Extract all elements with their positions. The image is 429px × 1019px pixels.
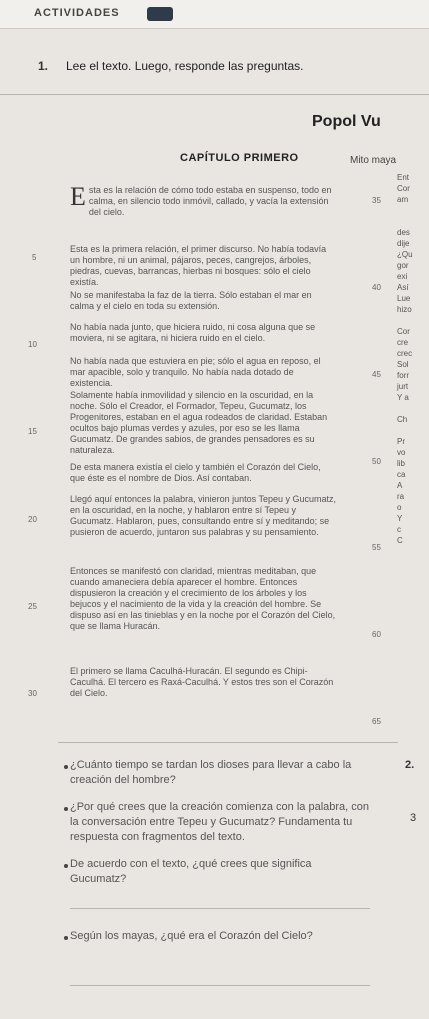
- line-number: 10: [28, 340, 37, 349]
- bullet-icon: [64, 864, 68, 868]
- side-answer-number: 2.: [405, 759, 415, 771]
- side-snippet: o: [397, 503, 402, 512]
- side-snippet: Ent: [397, 173, 410, 182]
- side-line-number: 55: [372, 543, 381, 552]
- paragraph-1-text: sta es la relación de cómo todo estaba en suspenso, todo en calma, en silencio todo inmóvil, callado, y vacía la extensión del cielo.: [88, 185, 332, 217]
- line-number: 5: [32, 253, 37, 262]
- side-snippet: lib: [397, 459, 406, 468]
- section-label: ACTIVIDADES: [34, 7, 120, 19]
- side-snippet: crec: [397, 349, 413, 358]
- side-snippet: Pr: [397, 437, 405, 446]
- paragraph-6: Solamente había inmovilidad y silencio en la oscuridad, en la noche. Sólo el Creador, el Formador, Tepeu, Gucumatz, los Progenitores, estaban en el agua rodeados de claridad. Estaban ocultos bajo plumas verdes y azules, por eso se les llama Gucumatz. De grandes sabios, de grandes pensadores es su naturaleza.: [70, 390, 328, 455]
- divider: [58, 742, 398, 743]
- line-number: 20: [28, 515, 37, 524]
- instruction-number: 1.: [38, 59, 49, 73]
- side-snippet: jurt: [397, 382, 409, 391]
- question-1: ¿Cuánto tiempo se tardan los dioses para llevar a cabo la creación del hombre?: [70, 759, 352, 786]
- side-line-number: 50: [372, 457, 381, 466]
- side-snippet: vo: [397, 448, 406, 457]
- side-snippet: Y: [397, 514, 403, 523]
- activities-header: [0, 0, 429, 29]
- side-snippet: dije: [397, 239, 410, 248]
- side-snippet: exi: [397, 272, 408, 281]
- side-snippet: Cor: [397, 184, 410, 193]
- side-snippet: Así: [397, 283, 409, 292]
- side-heading: Mito maya: [350, 155, 397, 166]
- side-line-number: 65: [372, 717, 381, 726]
- side-snippet: gor: [397, 261, 409, 270]
- side-line-number: 40: [372, 283, 381, 292]
- side-line-number: 60: [372, 630, 381, 639]
- answer-line: [70, 985, 370, 986]
- page-badge: [147, 7, 173, 21]
- paragraph-1: [70, 182, 338, 218]
- paragraph-10: El primero se llama Caculhá-Huracán. El segundo es Chipi-Caculhá. El tercero es Raxá-Caculhá. Y estos tres son el Corazón del Cielo.: [70, 666, 334, 698]
- side-snippet: ca: [397, 470, 406, 479]
- side-line-number: 35: [372, 196, 381, 205]
- side-snippet: forr: [397, 371, 409, 380]
- answer-line: [70, 908, 370, 909]
- paragraph-5: No había nada que estuviera en pie; sólo el agua en reposo, el mar apacible, solo y tranquilo. No había nada dotado de existencia.: [70, 356, 321, 388]
- side-mark: 3: [410, 812, 417, 824]
- line-number: 25: [28, 602, 37, 611]
- side-column: [397, 172, 413, 546]
- side-snippet: c: [397, 525, 401, 534]
- paragraph-7: De esta manera existía el cielo y también el Corazón del Cielo, que éste es el nombre de Dios. Así contaban.: [70, 462, 321, 483]
- paragraph-4: No había nada junto, que hiciera ruido, ni cosa alguna que se moviera, ni se agitara, ni hiciera ruido en el cielo.: [70, 322, 316, 343]
- side-snippet: des: [397, 228, 410, 237]
- book-title: Popol Vu: [312, 113, 381, 130]
- side-snippet: A: [397, 481, 403, 490]
- line-number: 30: [28, 689, 37, 698]
- side-snippet: cre: [397, 338, 409, 347]
- bullet-icon: [64, 765, 68, 769]
- paragraph-2: Esta es la primera relación, el primer discurso. No había todavía un hombre, ni un animal, pájaros, peces, cangrejos, árboles, piedras, cuevas, barrancas, hierbas ni bosques: sólo el cielo existía.: [70, 244, 327, 287]
- chapter-title: CAPÍTULO PRIMERO: [180, 152, 299, 164]
- side-snippet: Sol: [397, 360, 409, 369]
- question-2: ¿Por qué crees que la creación comienza con la palabra, con la conversación entre Tepeu y Gucumatz? Fundamenta tu respuesta con fragmentos del texto.: [70, 801, 370, 843]
- side-snippet: hizo: [397, 305, 412, 314]
- bullet-icon: [64, 807, 68, 811]
- side-snippet: Lue: [397, 294, 411, 303]
- question-3: De acuerdo con el texto, ¿qué crees que significa Gucumatz?: [70, 858, 312, 885]
- side-snippet: Ch: [397, 415, 408, 424]
- paragraph-8: Llegó aquí entonces la palabra, vinieron juntos Tepeu y Gucumatz, en la oscuridad, en la noche, y hablaron entre sí Tepeu y Gucumatz. Hablaron, pues, consultando entre sí y meditando; se pusieron de acuerdo, juntaron sus palabras y su pensamiento.: [70, 494, 337, 537]
- paragraph-3: No se manifestaba la faz de la tierra. Sólo estaban el mar en calma y el cielo en toda su extensión.: [70, 290, 312, 311]
- side-snippet: ¿Qu: [397, 250, 413, 259]
- question-4: Según los mayas, ¿qué era el Corazón del Cielo?: [70, 930, 313, 942]
- side-snippet: am: [397, 195, 409, 204]
- line-number: 15: [28, 427, 37, 436]
- side-snippet: Y a: [397, 393, 409, 402]
- side-snippet: Cor: [397, 327, 410, 336]
- side-snippet: ra: [397, 492, 405, 501]
- side-line-number: 45: [372, 370, 381, 379]
- drop-cap: E: [70, 182, 86, 211]
- instruction-text: Lee el texto. Luego, responde las preguntas.: [66, 59, 304, 73]
- side-snippet: C: [397, 536, 403, 545]
- paragraph-9: Entonces se manifestó con claridad, mientras meditaban, que cuando amaneciera debía aparecer el hombre. Entonces dispusieron la creación y el crecimiento de los árboles y los bejucos y el nacimiento de la vida y la creación del hombre. Se dispuso así en las tinieblas y en la noche por el Corazón del Cielo, que se llama Huracán.: [70, 566, 336, 631]
- bullet-icon: [64, 936, 68, 940]
- divider: [0, 94, 429, 95]
